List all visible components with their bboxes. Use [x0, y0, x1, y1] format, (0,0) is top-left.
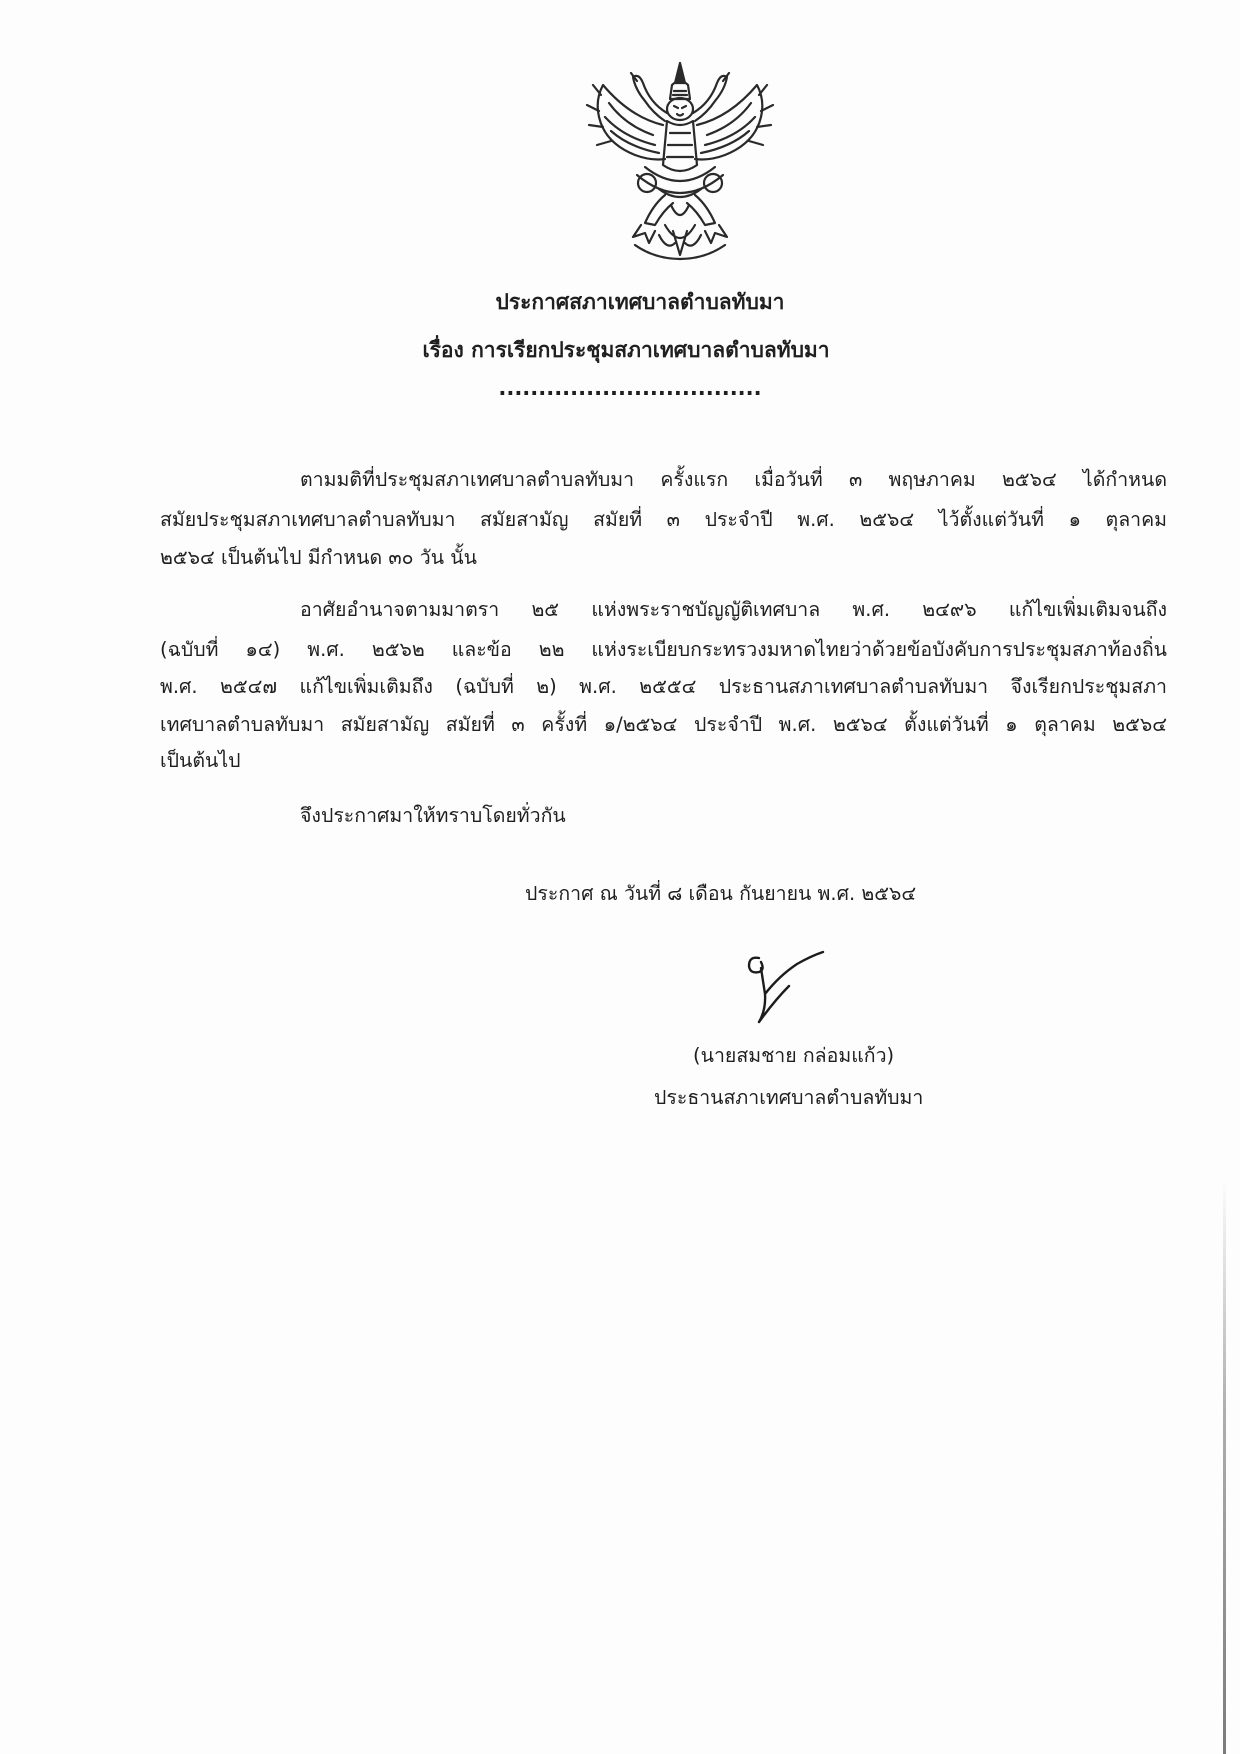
signer-position: ประธานสภาเทศบาลตำบลทับมา — [654, 1086, 924, 1109]
closing-statement: จึงประกาศมาให้ทราบโดยทั่วกัน — [300, 804, 566, 827]
paragraph-2-line-2: (ฉบับที่ ๑๔) พ.ศ. ๒๕๖๒ และข้อ ๒๒ แห่งระเบียบกระทรวงมหาดไทยว่าด้วยข้อบังคับการประชุมสภาท้องถิ่น — [160, 638, 1167, 661]
paragraph-2-line-4: เทศบาลตำบลทับมา สมัยสามัญ สมัยที่ ๓ ครั้งที่ ๑/๒๕๖๔ ประจำปี พ.ศ. ๒๕๖๔ ตั้งแต่วันที่ ๑ ตุลาคม ๒๕๖๔ — [160, 713, 1167, 736]
paragraph-2-line-1: อาศัยอำนาจตามมาตรา ๒๕ แห่งพระราชบัญญัติเทศบาล พ.ศ. ๒๔๙๖ แก้ไขเพิ่มเติมจนถึง — [300, 598, 1167, 621]
scan-edge-shadow — [1223, 1180, 1226, 1754]
paragraph-1-line-2: สมัยประชุมสภาเทศบาลตำบลทับมา สมัยสามัญ สมัยที่ ๓ ประจำปี พ.ศ. ๒๕๖๔ ไว้ตั้งแต่วันที่ ๑ ตุลาคม — [160, 508, 1167, 531]
paragraph-2-line-5: เป็นต้นไป — [160, 749, 241, 772]
title-separator: ................................. — [498, 376, 762, 400]
announcement-date: ประกาศ ณ วันที่ ๘ เดือน กันยายน พ.ศ. ๒๕๖๔ — [525, 882, 917, 905]
paragraph-2-line-3: พ.ศ. ๒๕๔๗ แก้ไขเพิ่มเติมถึง (ฉบับที่ ๒) พ.ศ. ๒๕๕๔ ประธานสภาเทศบาลตำบลทับมา จึงเรียกประชุมสภา — [160, 675, 1167, 698]
announcement-subject: เรื่อง การเรียกประชุมสภาเทศบาลตำบลทับมา — [422, 338, 830, 362]
signer-name: (นายสมชาย กล่อมแก้ว) — [693, 1044, 895, 1067]
signature-mark — [735, 950, 835, 1028]
garuda-emblem-icon — [575, 55, 785, 265]
paragraph-1-line-3: ๒๕๖๔ เป็นต้นไป มีกำหนด ๓๐ วัน นั้น — [160, 546, 477, 569]
announcement-title: ประกาศสภาเทศบาลตำบลทับมา — [495, 290, 785, 314]
paragraph-1-line-1: ตามมติที่ประชุมสภาเทศบาลตำบลทับมา ครั้งแรก เมื่อวันที่ ๓ พฤษภาคม ๒๕๖๔ ได้กำหนด — [300, 468, 1167, 491]
